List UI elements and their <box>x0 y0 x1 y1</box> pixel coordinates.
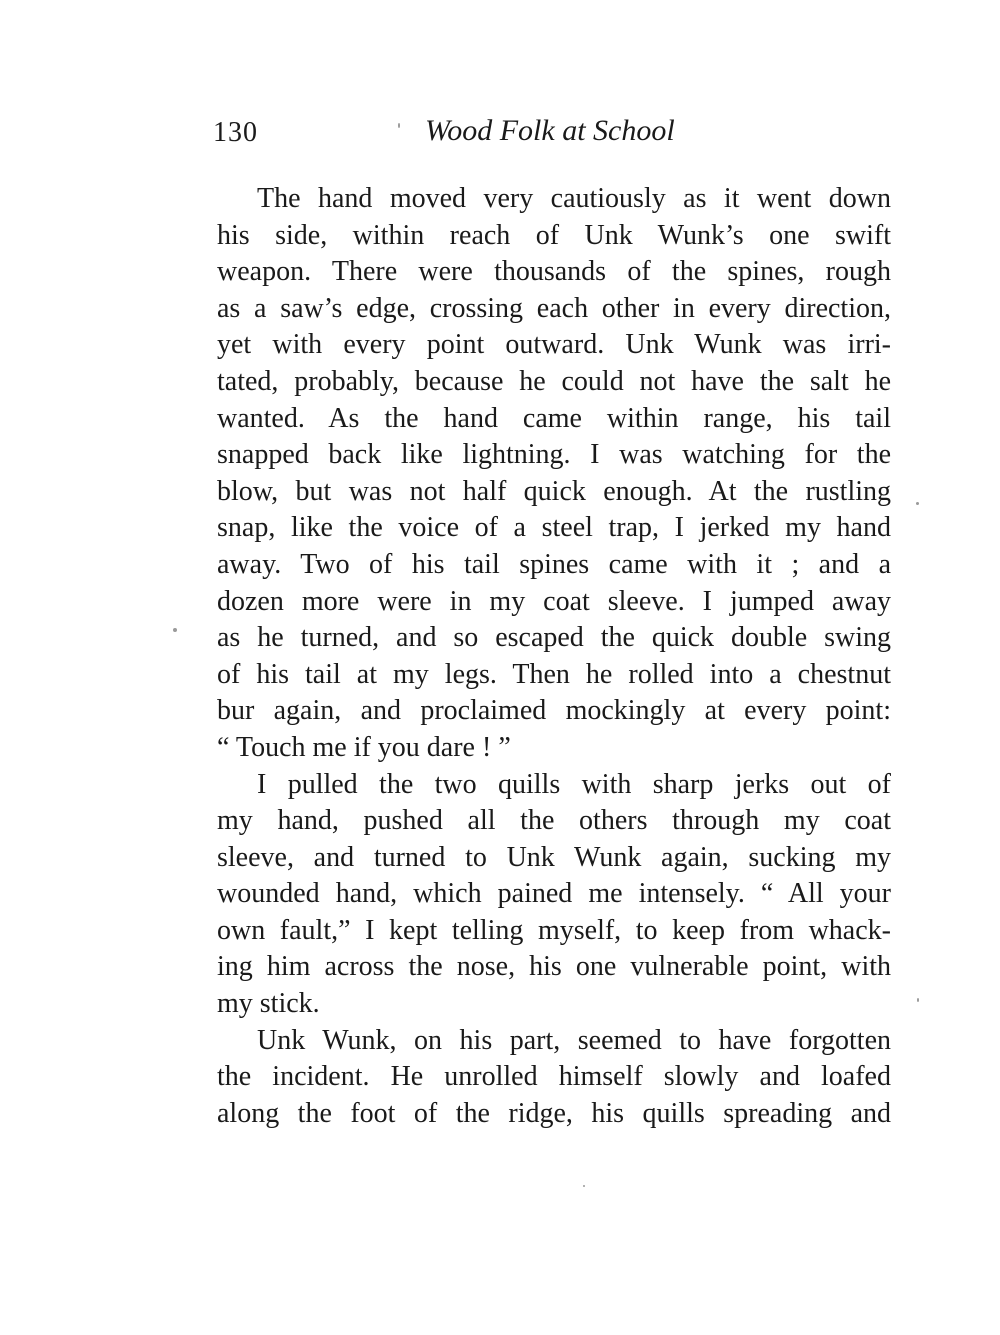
paper-speck <box>916 502 919 505</box>
text-line: wounded hand, which pained me intensely. “ All your <box>217 878 891 910</box>
text-line: dozen more were in my coat sleeve. I jumped away <box>217 585 891 617</box>
text-line: tated, probably, because he could not have the salt he <box>217 365 891 397</box>
body-text <box>217 181 891 1132</box>
text-line: ing him across the nose, his one vulnerable point, with <box>217 951 891 983</box>
running-title: Wood Folk at School <box>425 114 675 147</box>
text-line: own fault,” I kept telling myself, to keep from whack- <box>217 914 891 946</box>
text-line: of his tail at my legs. Then he rolled into a chestnut <box>217 658 891 690</box>
text-line: Unk Wunk, on his part, seemed to have forgotten <box>257 1024 891 1056</box>
page-number: 130 <box>213 117 258 148</box>
text-line: my hand, pushed all the others through my coat <box>217 805 891 837</box>
paper-speck <box>917 998 919 1002</box>
text-line: snapped back like lightning. I was watching for the <box>217 439 891 471</box>
text-line: yet with every point outward. Unk Wunk was irri- <box>217 329 891 361</box>
text-line: “ Touch me if you dare ! ” <box>217 731 511 763</box>
text-line: The hand moved very cautiously as it went down <box>257 183 891 214</box>
paper-speck <box>398 123 400 128</box>
text-line: weapon. There were thousands of the spines, rough <box>217 256 891 288</box>
text-line: the incident. He unrolled himself slowly and loafed <box>217 1061 891 1093</box>
text-line: bur again, and proclaimed mockingly at every point: <box>217 695 891 727</box>
text-line: his side, within reach of Unk Wunk’s one swift <box>217 219 891 251</box>
paper-speck <box>173 628 177 632</box>
text-line: sleeve, and turned to Unk Wunk again, sucking my <box>217 841 891 873</box>
text-line: as he turned, and so escaped the quick double swing <box>217 622 891 654</box>
paper-speck <box>583 1185 585 1187</box>
text-line: wanted. As the hand came within range, his tail <box>217 402 891 434</box>
text-line: I pulled the two quills with sharp jerks out of <box>257 768 891 800</box>
text-line: away. Two of his tail spines came with it ; and a <box>217 548 891 580</box>
text-line: as a saw’s edge, crossing each other in every direction, <box>217 292 891 324</box>
text-line: snap, like the voice of a steel trap, I jerked my hand <box>217 512 891 544</box>
text-line: along the foot of the ridge, his quills spreading and <box>217 1097 891 1129</box>
text-line: my stick. <box>217 988 320 1020</box>
text-line: blow, but was not half quick enough. At the rustling <box>217 475 891 507</box>
